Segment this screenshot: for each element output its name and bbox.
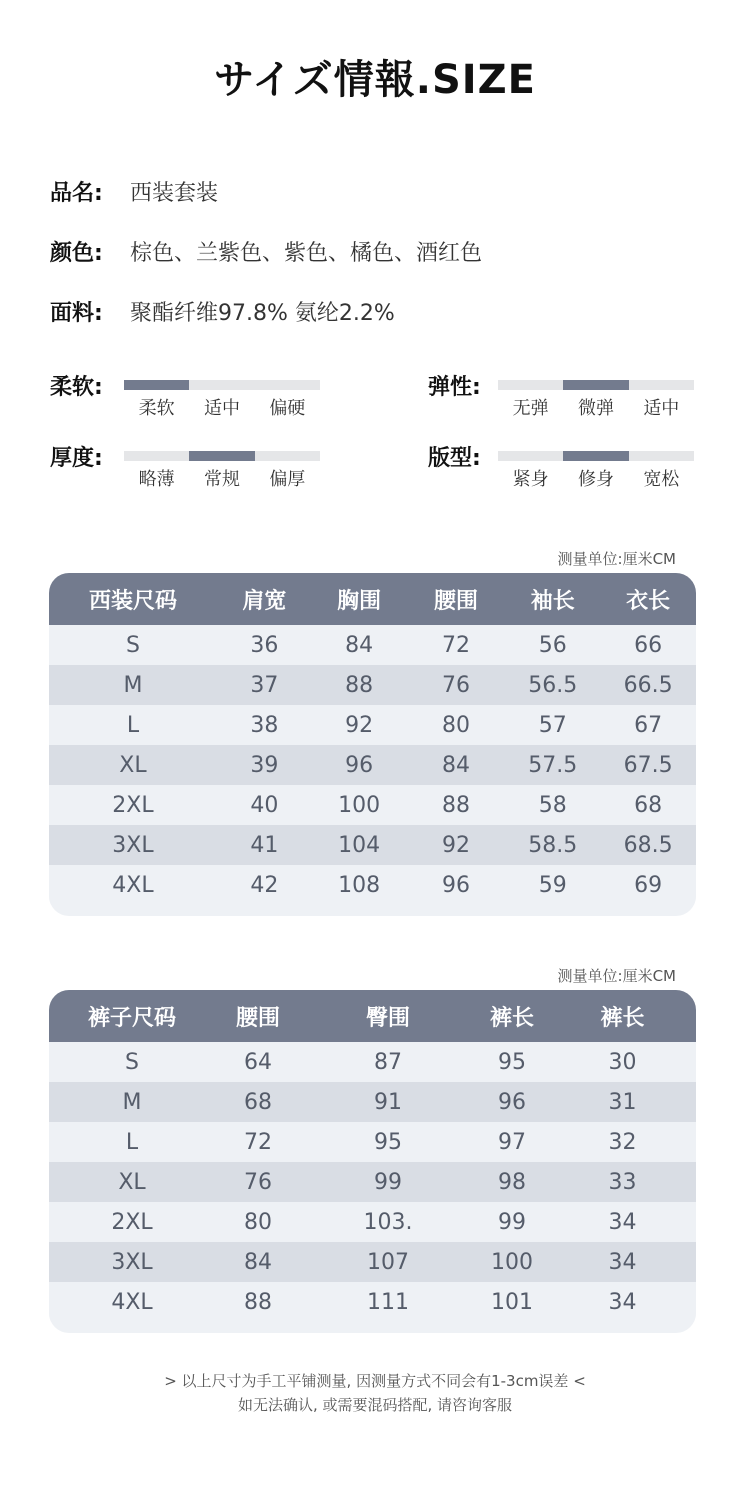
jacket-table-row bbox=[49, 705, 696, 745]
pants-table-cell: 87 bbox=[374, 1049, 402, 1075]
pants-table-cell: 96 bbox=[498, 1089, 526, 1115]
attr-softness-option: 柔软 bbox=[138, 398, 175, 419]
jacket-table-cell: 37 bbox=[250, 672, 279, 698]
jacket-table-cell: 66 bbox=[634, 632, 663, 658]
pants-table-cell: 99 bbox=[374, 1169, 402, 1195]
pants-table-cell: 2XL bbox=[111, 1209, 153, 1235]
attr-fit-option: 修身 bbox=[577, 469, 614, 490]
attr-thickness-segment bbox=[189, 451, 254, 461]
attr-elasticity-bar bbox=[498, 380, 694, 390]
attr-fit-bar bbox=[498, 451, 694, 461]
attr-fit-segment bbox=[563, 451, 628, 461]
fabric-label: 面料: bbox=[50, 301, 103, 326]
color-value: 棕色、兰紫色、紫色、橘色、酒红色 bbox=[130, 241, 483, 266]
jacket-table-cell: 58.5 bbox=[528, 832, 578, 858]
jacket-table-cell: 68.5 bbox=[623, 832, 673, 858]
pants-table-header-row bbox=[49, 990, 696, 1042]
pants-size-table bbox=[49, 990, 696, 1333]
attr-thickness-option: 偏厚 bbox=[269, 469, 306, 490]
pants-table-header-cell: 裤长 bbox=[600, 1005, 645, 1031]
pants-table-cell: XL bbox=[118, 1169, 146, 1195]
pants-table-cell: 4XL bbox=[111, 1289, 153, 1315]
jacket-table-cell: 39 bbox=[250, 752, 279, 778]
attr-softness-bar bbox=[124, 380, 320, 390]
pants-table-header-cell: 臀围 bbox=[365, 1005, 410, 1031]
attr-thickness-bar bbox=[124, 451, 320, 461]
attr-softness-segment bbox=[255, 380, 320, 390]
attr-elasticity-option: 无弹 bbox=[512, 398, 549, 419]
jacket-table-cell: 56.5 bbox=[528, 672, 578, 698]
pants-table-header-cell: 裤长 bbox=[489, 1005, 534, 1031]
pants-table-cell: 97 bbox=[498, 1129, 526, 1155]
jacket-table-cell: 57 bbox=[538, 712, 567, 738]
page-title: サイズ情報.SIZE bbox=[213, 57, 536, 103]
pants-table-row bbox=[49, 1122, 696, 1162]
jacket-table-cell: 4XL bbox=[112, 872, 154, 898]
jacket-table-cell: 38 bbox=[250, 712, 279, 738]
jacket-table-row bbox=[49, 865, 696, 905]
attr-elasticity-segment bbox=[498, 380, 563, 390]
jacket-table-cell: S bbox=[125, 632, 140, 658]
jacket-unit-note: 测量单位:厘米CM bbox=[557, 550, 676, 568]
jacket-table-cell: 84 bbox=[441, 752, 470, 778]
attr-thickness-segment bbox=[124, 451, 189, 461]
jacket-table-cell: 57.5 bbox=[528, 752, 578, 778]
attr-thickness-label: 厚度: bbox=[50, 446, 103, 471]
jacket-table-cell: 67.5 bbox=[623, 752, 673, 778]
jacket-table-cell: 96 bbox=[441, 872, 470, 898]
jacket-table-cell: L bbox=[126, 712, 140, 738]
jacket-table-row bbox=[49, 785, 696, 825]
pants-table-row bbox=[49, 1082, 696, 1122]
jacket-table-header-cell: 衣长 bbox=[626, 588, 671, 614]
pants-table-cell: S bbox=[125, 1049, 139, 1075]
jacket-table-row bbox=[49, 625, 696, 665]
pants-table-header-cell: 腰围 bbox=[235, 1005, 280, 1031]
pants-table-cell: 72 bbox=[244, 1129, 272, 1155]
pants-table-row bbox=[49, 1042, 696, 1082]
jacket-table-row bbox=[49, 665, 696, 705]
attr-fit-options bbox=[498, 465, 694, 491]
jacket-table-cell: 104 bbox=[338, 832, 381, 858]
jacket-table-cell: 92 bbox=[441, 832, 470, 858]
pants-table-cell: 32 bbox=[608, 1129, 637, 1155]
pants-table-cell: 3XL bbox=[111, 1249, 153, 1275]
pants-table-cell: 100 bbox=[491, 1249, 533, 1275]
pants-table-cell: 34 bbox=[608, 1289, 637, 1315]
attr-elasticity-label: 弹性: bbox=[428, 375, 481, 400]
jacket-table-cell: 100 bbox=[338, 792, 381, 818]
jacket-table-row bbox=[49, 745, 696, 785]
jacket-table-cell: 36 bbox=[250, 632, 279, 658]
jacket-table-cell: 76 bbox=[441, 672, 470, 698]
pants-table-cell: 107 bbox=[367, 1249, 409, 1275]
attr-thickness-segment bbox=[255, 451, 320, 461]
jacket-table-cell: 92 bbox=[345, 712, 374, 738]
attr-softness-option: 适中 bbox=[203, 398, 240, 419]
jacket-table-cell: 67 bbox=[634, 712, 663, 738]
attr-elasticity-segment bbox=[563, 380, 628, 390]
pants-unit-note: 测量单位:厘米CM bbox=[557, 967, 676, 985]
pants-table-header-cell: 裤子尺码 bbox=[87, 1005, 176, 1031]
jacket-table-header-cell: 胸围 bbox=[337, 588, 382, 614]
attr-thickness-option: 常规 bbox=[203, 469, 240, 490]
jacket-table-header-cell: 袖长 bbox=[530, 588, 575, 614]
attr-fit-option: 宽松 bbox=[643, 469, 680, 490]
jacket-table-cell: 96 bbox=[345, 752, 374, 778]
pants-table-row bbox=[49, 1242, 696, 1282]
attr-thickness-option: 略薄 bbox=[138, 469, 175, 490]
attr-fit-segment bbox=[629, 451, 694, 461]
attr-fit-label: 版型: bbox=[428, 446, 481, 471]
color-label: 颜色: bbox=[50, 241, 103, 266]
jacket-table-header-cell: 肩宽 bbox=[242, 588, 287, 614]
jacket-table-cell: 69 bbox=[634, 872, 663, 898]
footer-note-1: > 以上尺寸为手工平铺测量, 因测量方式不同会有1-3cm误差 < bbox=[164, 1372, 586, 1390]
product-name-value: 西装套装 bbox=[130, 181, 219, 206]
jacket-table-cell: 3XL bbox=[112, 832, 154, 858]
jacket-table-cell: M bbox=[123, 672, 143, 698]
pants-table-cell: 31 bbox=[608, 1089, 637, 1115]
jacket-table-cell: 59 bbox=[538, 872, 567, 898]
jacket-table-header-cell: 腰围 bbox=[433, 588, 478, 614]
attr-elasticity-option: 微弹 bbox=[577, 398, 614, 419]
attr-fit-option: 紧身 bbox=[512, 469, 549, 490]
jacket-table-cell: 56 bbox=[538, 632, 567, 658]
jacket-table-header-row bbox=[49, 573, 696, 625]
pants-table-cell: 111 bbox=[367, 1289, 409, 1315]
jacket-table-cell: 88 bbox=[345, 672, 374, 698]
pants-table-cell: M bbox=[122, 1089, 142, 1115]
pants-table-cell: 103. bbox=[363, 1209, 413, 1235]
jacket-table-cell: 88 bbox=[441, 792, 470, 818]
attr-elasticity-option: 适中 bbox=[643, 398, 680, 419]
pants-table-cell: 95 bbox=[374, 1129, 402, 1155]
pants-table-cell: 98 bbox=[498, 1169, 526, 1195]
jacket-table-cell: 41 bbox=[250, 832, 279, 858]
pants-table-cell: 64 bbox=[244, 1049, 272, 1075]
jacket-table-cell: 42 bbox=[250, 872, 279, 898]
product-name-row bbox=[50, 176, 218, 207]
pants-table-cell: 91 bbox=[374, 1089, 402, 1115]
attr-softness-option: 偏硬 bbox=[269, 398, 306, 419]
jacket-table-row bbox=[49, 825, 696, 865]
pants-table-cell: 34 bbox=[608, 1249, 637, 1275]
pants-table-cell: 68 bbox=[244, 1089, 272, 1115]
jacket-table-cell: 40 bbox=[250, 792, 279, 818]
pants-table-cell: 34 bbox=[608, 1209, 637, 1235]
pants-table-cell: 84 bbox=[244, 1249, 272, 1275]
pants-table-cell: 95 bbox=[498, 1049, 526, 1075]
jacket-table-cell: 80 bbox=[441, 712, 470, 738]
jacket-table-cell: 58 bbox=[538, 792, 567, 818]
footer-note-2: 如无法确认, 或需要混码搭配, 请咨询客服 bbox=[237, 1396, 513, 1414]
fabric-value: 聚酯纤维97.8% 氨纶2.2% bbox=[130, 301, 395, 326]
jacket-size-table bbox=[49, 573, 696, 916]
attr-fit-segment bbox=[498, 451, 563, 461]
attr-softness-options bbox=[124, 394, 320, 420]
jacket-table-cell: 108 bbox=[338, 872, 381, 898]
pants-table-cell: 101 bbox=[491, 1289, 533, 1315]
attr-softness-segment bbox=[189, 380, 254, 390]
pants-table-row bbox=[49, 1202, 696, 1242]
jacket-table-cell: XL bbox=[119, 752, 147, 778]
pants-table-cell: 99 bbox=[498, 1209, 526, 1235]
product-name-label: 品名: bbox=[50, 181, 103, 206]
jacket-table-cell: 68 bbox=[634, 792, 663, 818]
pants-table-cell: 88 bbox=[244, 1289, 272, 1315]
attr-elasticity-segment bbox=[629, 380, 694, 390]
pants-table-cell: 76 bbox=[244, 1169, 272, 1195]
jacket-table-header-cell: 西装尺码 bbox=[88, 588, 177, 614]
pants-table-cell: 30 bbox=[608, 1049, 637, 1075]
pants-table-cell: 33 bbox=[608, 1169, 637, 1195]
color-row bbox=[50, 236, 482, 267]
attr-thickness-options bbox=[124, 465, 320, 491]
pants-table-cell: L bbox=[125, 1129, 139, 1155]
jacket-table-cell: 2XL bbox=[112, 792, 154, 818]
jacket-table-cell: 66.5 bbox=[623, 672, 673, 698]
pants-table-row bbox=[49, 1162, 696, 1202]
pants-table-cell: 80 bbox=[244, 1209, 272, 1235]
pants-table-row bbox=[49, 1282, 696, 1322]
attr-softness-segment bbox=[124, 380, 189, 390]
jacket-table-cell: 72 bbox=[441, 632, 470, 658]
attr-softness-label: 柔软: bbox=[50, 375, 103, 400]
fabric-row bbox=[50, 296, 395, 327]
attr-elasticity-options bbox=[498, 394, 694, 420]
jacket-table-cell: 84 bbox=[345, 632, 374, 658]
